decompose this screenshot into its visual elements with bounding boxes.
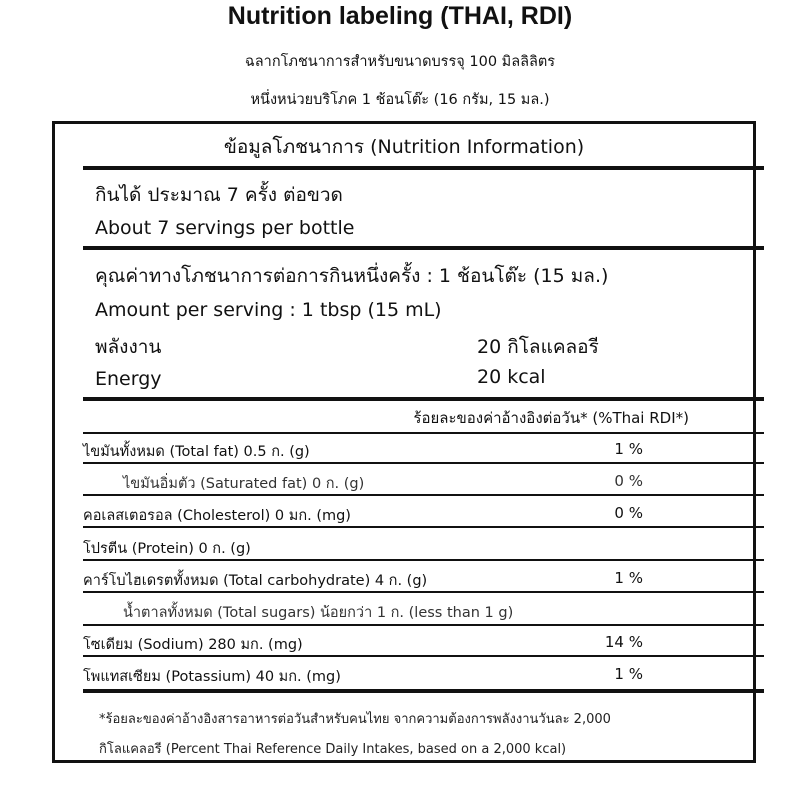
percent-total-fat: 1 % (614, 440, 643, 458)
nutrient-total-fat: ไขมันทั้งหมด (Total fat) 0.5 ก. (g) (83, 444, 310, 460)
divider (83, 462, 764, 464)
divider (83, 494, 764, 496)
energy-value-thai: 20 กิโลแคลอรี (477, 336, 599, 358)
nutrient-protein: โปรตีน (Protein) 0 ก. (g) (83, 541, 251, 557)
panel-header: ข้อมูลโภชนาการ (Nutrition Information) (223, 136, 585, 158)
rdi-header: ร้อยละของค่าอ้างอิงต่อวัน* (%Thai RDI*) (413, 409, 689, 427)
divider (83, 655, 764, 657)
nutrient-saturated-fat: ไขมันอิ่มตัว (Saturated fat) 0 ก. (g) (123, 476, 365, 492)
divider (83, 624, 764, 626)
energy-label-english: Energy (95, 368, 162, 390)
divider (83, 689, 764, 693)
percent-total-carbohydrate: 1 % (614, 569, 643, 587)
nutrient-cholesterol: คอเลสเตอรอล (Cholesterol) 0 มก. (mg) (83, 508, 351, 524)
divider (83, 526, 764, 528)
amount-per-serving-english: Amount per serving : 1 tbsp (15 mL) (95, 299, 442, 321)
servings-english: About 7 servings per bottle (95, 217, 355, 239)
nutrition-panel (52, 121, 756, 763)
package-size-text: ฉลากโภชนาการสำหรับขนาดบรรจุ 100 มิลลิลิตร (244, 54, 556, 70)
nutrient-potassium: โพแทสเซียม (Potassium) 40 มก. (mg) (83, 669, 341, 685)
amount-per-serving-thai: คุณค่าทางโภชนาการต่อการกินหนึ่งครั้ง : 1 ช้อนโต๊ะ (15 มล.) (95, 265, 609, 287)
percent-saturated-fat: 0 % (614, 472, 643, 490)
divider (83, 591, 764, 593)
nutrient-sodium: โซเดียม (Sodium) 280 มก. (mg) (83, 637, 303, 653)
serving-unit-text: หนึ่งหน่วยบริโภค 1 ช้อนโต๊ะ (16 กรัม, 15 มล.) (250, 92, 550, 108)
nutrient-total-carbohydrate: คาร์โบไฮเดรตทั้งหมด (Total carbohydrate) 4 ก. (g) (83, 573, 428, 589)
energy-value-english: 20 kcal (477, 366, 546, 388)
servings-thai: กินได้ ประมาณ 7 ครั้ง ต่อขวด (95, 184, 343, 206)
footnote-line-1: *ร้อยละของค่าอ้างอิงสารอาหารต่อวันสำหรับคนไทย จากความต้องการพลังงานวันละ 2,000 (99, 712, 611, 727)
nutrient-total-sugars: น้ำตาลทั้งหมด (Total sugars) น้อยกว่า 1 ก. (less than 1 g) (123, 605, 514, 621)
divider (83, 166, 764, 170)
divider (83, 397, 764, 401)
percent-potassium: 1 % (614, 665, 643, 683)
divider (83, 559, 764, 561)
divider (83, 246, 764, 250)
percent-sodium: 14 % (604, 633, 643, 651)
percent-cholesterol: 0 % (614, 504, 643, 522)
footnote-line-2: กิโลแคลอรี (Percent Thai Reference Daily Intakes, based on a 2,000 kcal) (99, 742, 567, 757)
page-title: Nutrition labeling (THAI, RDI) (227, 2, 573, 30)
divider (83, 432, 764, 434)
energy-label-thai: พลังงาน (95, 336, 162, 358)
